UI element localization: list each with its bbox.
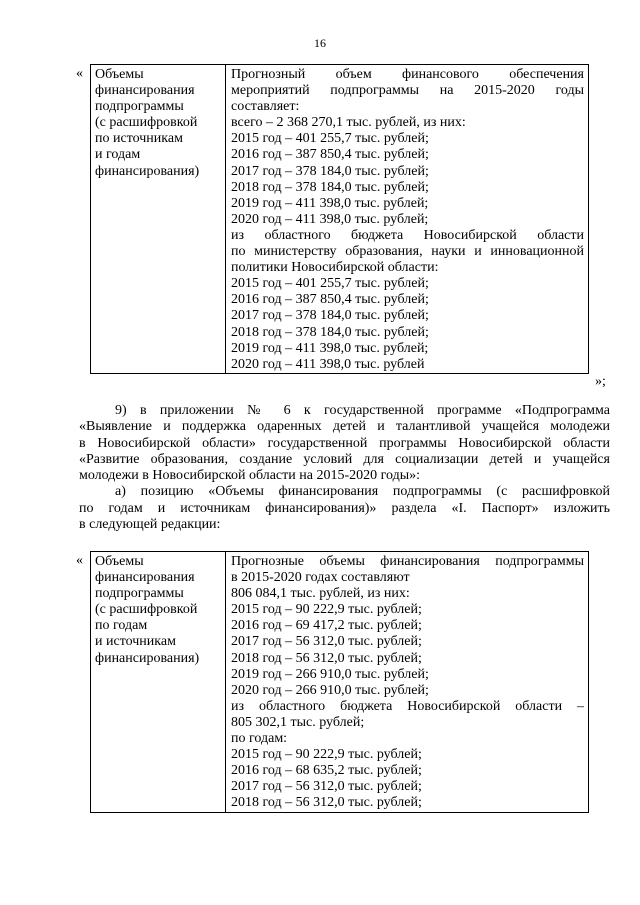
table2-value-cell <box>226 552 589 813</box>
table2-label-line: финансирования) <box>95 650 200 666</box>
table2-value-line: 2015 год – 90 222,9 тыс. рублей; <box>231 747 422 763</box>
table2-value-line: в 2015-2020 годах составляют <box>231 570 410 586</box>
table2-value-line: по годам: <box>231 731 288 747</box>
table1-value-line: 2015 год – 401 255,7 тыс. рублей; <box>231 131 429 147</box>
table1-value-line: 2016 год – 387 850,4 тыс. рублей; <box>231 147 429 163</box>
table1-value-line: 2020 год – 411 398,0 тыс. рублей; <box>231 211 429 227</box>
table1-value-cell <box>226 65 589 374</box>
table1-value-line: мероприятий подпрограммы на 2015-2020 годы <box>231 83 584 99</box>
table2-label-line: финансирования <box>95 570 195 586</box>
table2-label-cell <box>91 552 226 813</box>
table1-value-line: составляет: <box>231 99 300 115</box>
table1-value-line: из областного бюджета Новосибирской области <box>231 227 584 243</box>
table1-label-line: (с расшифровкой <box>95 115 198 131</box>
opening-quote: « <box>76 553 83 568</box>
paragraph-line: в следующей редакции: <box>79 517 221 533</box>
table1-value-line: 2017 год – 378 184,0 тыс. рублей; <box>231 308 429 324</box>
table1-value-line: 2018 год – 378 184,0 тыс. рублей; <box>231 179 429 195</box>
table2-value-line: 2016 год – 69 417,2 тыс. рублей; <box>231 618 422 634</box>
paragraph-line: в Новосибирской области» государственной программы Новосибирской области <box>79 435 610 451</box>
table2-value-line: 2018 год – 56 312,0 тыс. рублей; <box>231 650 422 666</box>
amendment-paragraph <box>79 403 610 533</box>
table2-value-line: 2019 год – 266 910,0 тыс. рублей; <box>231 666 429 682</box>
table1-label-cell <box>91 65 226 374</box>
table2-label-line: по годам <box>95 618 148 634</box>
table1-value-line: 2019 год – 411 398,0 тыс. рублей; <box>231 340 429 356</box>
table2-value-line: 2018 год – 56 312,0 тыс. рублей; <box>231 795 422 811</box>
passport-table-1 <box>90 64 589 374</box>
page-number: 16 <box>314 36 326 50</box>
table2-value-line: 2016 год – 68 635,2 тыс. рублей; <box>231 763 422 779</box>
table1-value-line: 2020 год – 411 398,0 тыс. рублей <box>231 356 425 372</box>
table1-value-line: 2019 год – 411 398,0 тыс. рублей; <box>231 195 429 211</box>
table1-value-line: Прогнозный объем финансового обеспечения <box>231 67 584 82</box>
table2-label-line: и источникам <box>95 634 176 650</box>
table2-value-line: 2015 год – 90 222,9 тыс. рублей; <box>231 602 422 618</box>
paragraph-line: 9) в приложении № 6 к государственной программе «Подпрограмма <box>115 403 610 418</box>
opening-quote: « <box>76 66 83 81</box>
table1-value-line: 2018 год – 378 184,0 тыс. рублей; <box>231 324 429 340</box>
paragraph-line: а) позицию «Объемы финансирования подпрограммы (с расшифровкой <box>115 484 610 500</box>
table2-value-line: 2017 год – 56 312,0 тыс. рублей; <box>231 634 422 650</box>
table2-value-line: Прогнозные объемы финансирования подпрограммы <box>231 554 584 569</box>
table1-value-line: 2016 год – 387 850,4 тыс. рублей; <box>231 292 429 308</box>
paragraph-line: «Выявление и поддержка одаренных детей и талантливой учащейся молодежи <box>79 419 610 435</box>
paragraph-line: «Развитие образования, создание условий для социализации детей и учащейся <box>79 451 610 467</box>
table2-label-line: Объемы <box>95 554 144 569</box>
table1-value-line: 2015 год – 401 255,7 тыс. рублей; <box>231 276 429 292</box>
closing-quote: »; <box>595 374 606 389</box>
table1-value-line: политики Новосибирской области: <box>231 260 439 276</box>
table1-label-line: Объемы <box>95 67 144 82</box>
table2-value-line: 805 302,1 тыс. рублей; <box>231 714 365 730</box>
table2-label-line: подпрограммы <box>95 586 184 602</box>
table2-value-line: из областного бюджета Новосибирской области – <box>231 698 584 714</box>
table1-value-line: по министерству образования, науки и инновационной <box>231 244 584 260</box>
table2-label-line: (с расшифровкой <box>95 602 198 618</box>
table2-value-line: 2017 год – 56 312,0 тыс. рублей; <box>231 779 422 795</box>
table1-label-line: и годам <box>95 147 141 163</box>
paragraph-line: молодежи в Новосибирской области на 2015-2020 годы»: <box>79 468 421 484</box>
table1-label-line: финансирования) <box>95 163 200 179</box>
table2-value-line: 806 084,1 тыс. рублей, из них: <box>231 586 410 602</box>
table2-value-line: 2020 год – 266 910,0 тыс. рублей; <box>231 682 429 698</box>
table1-label-line: финансирования <box>95 83 195 99</box>
table1-value-line: 2017 год – 378 184,0 тыс. рублей; <box>231 163 429 179</box>
table1-label-line: подпрограммы <box>95 99 184 115</box>
table1-label-line: по источникам <box>95 131 183 147</box>
paragraph-line: по годам и источникам финансирования)» раздела «I. Паспорт» изложить <box>79 500 610 516</box>
passport-table-2 <box>90 551 589 813</box>
table1-value-line: всего – 2 368 270,1 тыс. рублей, из них: <box>231 115 466 131</box>
